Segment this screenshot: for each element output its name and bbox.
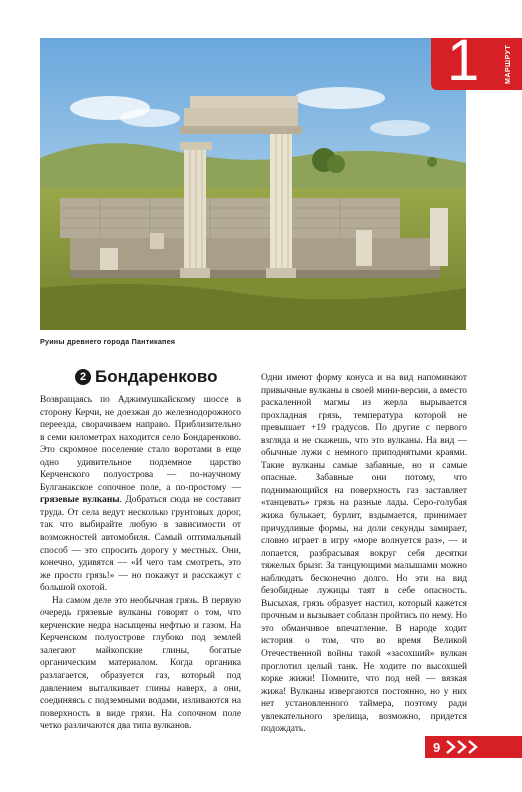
route-label: МАРШРУТ: [505, 44, 512, 84]
page-number: 9: [433, 739, 441, 755]
section-title: Бондаренково: [95, 367, 218, 386]
photo-caption: Руины древнего города Пантикапея: [40, 337, 176, 346]
ruins-photo: [40, 38, 466, 330]
route-number: 1: [447, 28, 480, 93]
page-number-badge: [425, 736, 522, 758]
chevrons-icon: [445, 740, 485, 754]
paragraph: Одни имеют форму конуса и на вид напоминают привычные вулканы в своей мини-версии, а вместо раскаленной магмы из жерла вырывается прохладная грязь, температура которой не превышает +19 градусов. По другие с первого взгляда и не скажешь, что это вулканы. На вид — обычные лужи с немного приподнятыми краями. Такие вулканы самые забавные, но и самые опасные. Забавные они потому, что поднимающийся на поверхность газ заставляет «танцевать» грязь на разные лады. Серо-голубая жижа булькает, бурлит, вздымается, принимает причудливые формы, на доли секунды замирает, словно играет в игру «море волнуется раз», — и лопается, разбрасывая вокруг себя десятки тяжелых брызг. За танцующими малышами можно наблюдать бесконечно долго. Но эти на вид безобидные лужицы таят в себе опасность. Высыхая, грязь образует настил, который кажется прочным и вызывает соблазн пройтись по нему. Но это обманчивое впечатление. В народе ходит история о том, что во время Великой Отечественной войны такой «засохший» вулкан проглотил целый танк. Не ходите по высохшей корке жижи! Помните, что под ней — вязкая жижа! Вулканы извергаются постоянно, но у них нет установленного таймера, поэтому ради увлекательного зрелища, возможно, придется подождать.: [261, 373, 467, 735]
paragraph: На самом деле это необычная грязь. В первую очередь грязевые вулканы говорят о том, что керченские недра насыщены нефтью и газом. На Керченском полуострове глубоко под землей залегают майкопские глины, богатые органическим материалом. Когда органика разлагается, образуется газ, который под давлением выталкивает глины наверх, а они, соединяясь с подземными водами, изливаются на поверхность в виде грязи. На сопочном поле четко различаются два типа вулканов.: [40, 595, 241, 732]
section-heading: [75, 367, 218, 387]
text-column-2: [261, 372, 467, 736]
paragraph: Возвращаясь по Аджимушкайскому шоссе в сторону Керчи, не доезжая до железнодорожного переезда, сворачиваем направо. Приблизительно в семи километрах находится село Бондаренково. Это скромное поселение стало воротами в еще одно удивительное подземное царство Керченского полуострова — по-научному Булганакское сопочное поле, а по-простому — грязевые вулканы. Добраться сюда не составит труда. От села ведут несколько грунтовых дорог, так что выбирайте любую в зависимости от возможностей автомобиля. Самый оптимальный способ — это спросить дорогу у местных. Они, конечно, удивятся — «И чего там смотреть, это же просто грязь!» — но покажут и расскажут с большой охотой.: [40, 395, 241, 594]
text-column-1: [40, 394, 241, 733]
highlight-term: грязевые вулканы: [40, 495, 120, 506]
route-tab: [431, 28, 522, 93]
section-number-badge: 2: [75, 369, 91, 385]
